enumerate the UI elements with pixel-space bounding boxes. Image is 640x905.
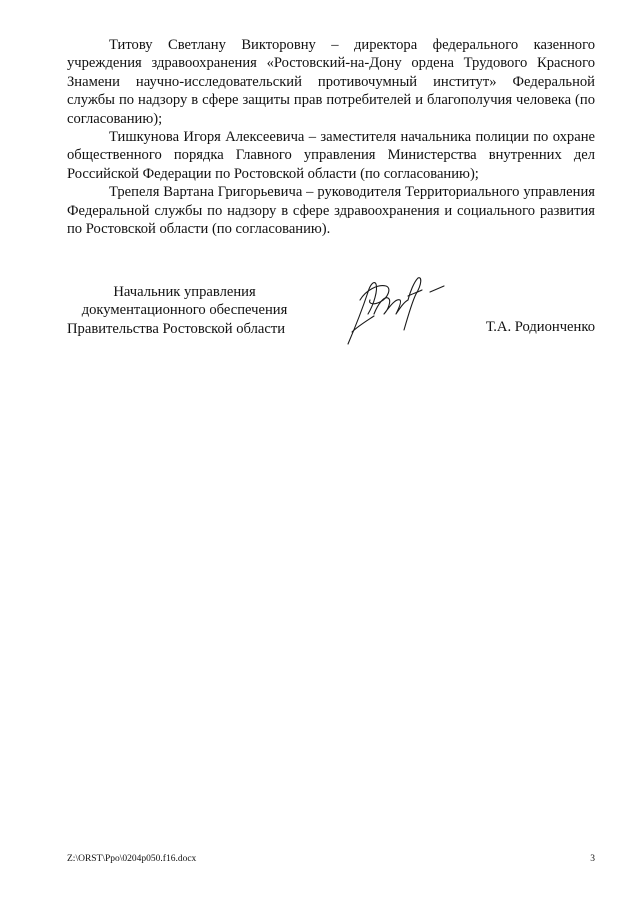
position-line-3: Правительства Ростовской области bbox=[67, 320, 286, 337]
page-number: 3 bbox=[590, 854, 595, 864]
position-line-2: документационного обеспечения bbox=[81, 302, 288, 319]
signatory-position bbox=[67, 283, 302, 338]
paragraph-trepelya: Трепеля Вартана Григорьевича – руководителя Территориального управления Федеральной службы по надзору в сфере здравоохранения и социального развития по Ростовской области (по согласованию). bbox=[67, 184, 595, 238]
position-line-1: Начальник управления bbox=[113, 284, 256, 300]
footer-file-path: Z:\ORST\Ppo\0204p050.f16.docx bbox=[67, 854, 197, 864]
signatory-name: Т.А. Родионченко bbox=[485, 319, 595, 335]
document-body bbox=[67, 36, 595, 238]
paragraph-titova: Титову Светлану Викторовну – директора федерального казенного учреждения здравоохранения «Ростовский-на-Дону ордена Трудового Красного Знамени научно-исследовательский противочумный институт» Федеральной службы по надзору в сфере защиты прав потребителей и благополучия человека (по согласованию); bbox=[67, 37, 595, 127]
paragraph-tishkunova: Тишкунова Игоря Алексеевича – заместителя начальника полиции по охране общественного порядка Главного управления Министерства внутренних дел Российской Федерации по Ростовской области (по согласованию); bbox=[67, 129, 595, 182]
handwritten-signature bbox=[338, 270, 450, 350]
